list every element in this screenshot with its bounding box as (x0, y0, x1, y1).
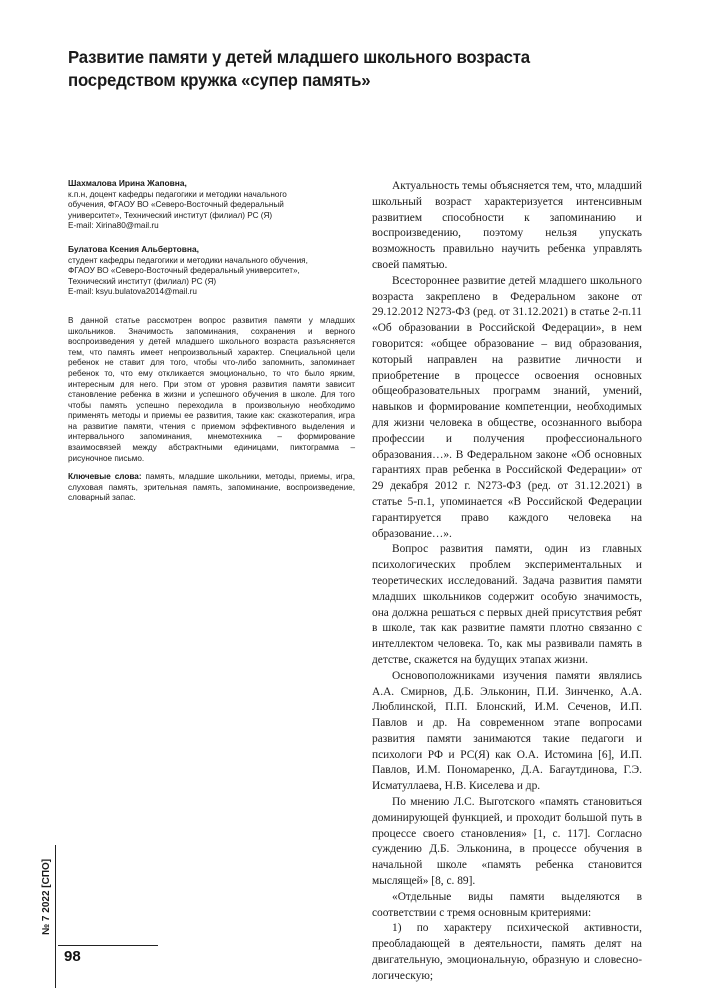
author-affiliation-line: Технический институт (филиал) РС (Я) (68, 276, 217, 286)
body-paragraph: Основоположниками изучения памяти являлись А.А. Смирнов, Д.Б. Эльконин, П.И. Зинченко, А.А. Люблинской, П.П. Блонский, И.М. Сеченов, И.П. Павлов и др. На современном этапе вопросами развития памяти занимаются такие педагоги и психологи РФ и РС(Я) как О.А. Истомина [6], И.П. Павлов, И.М. Пономаренко, Д.А. Багаутдинова, Г.Э. Исматуллаева, Н.В. Киселева и др. (372, 669, 642, 793)
abstract: В данной статье рассмотрен вопрос развития памяти у младших школьников. Значимость запоминания, сохранения и верного воспроизведения у детей младшего школьного возраста разъясняется тем, что память имеет непроизвольный характер. Специальной цели ребенок не ставит для того, чтобы что-либо запомнить, запоминает ребенок то, что ему откликается эмоционально, то что было ярким, интересным для него. При этом от уровня развития памяти зависит становление ребенка в жизни и успешного обучения в школе. Для того чтобы память успешно переходила в произвольную необходимо применять методы и приемы ее развития, такие как: сказкотерапия, игра на развитие памяти, чтения с приемом эффективного выделения и интервального запоминания, мнемотехника – формирование взаимосвязей между абстрактными единицами, пиктограмма – рисуночное письмо. (68, 315, 355, 463)
keywords-label: Ключевые слова: (68, 472, 142, 482)
body-paragraph: Вопрос развития памяти, один из главных психологических проблем экспериментальных и теоретических исследований. Задача развития памяти младших школьников содержит особую значимость, она должна решаться с первых дней присутствия ребят в школе, так как развитие памяти плотно связанно с интеллектом человека. То, как мы развивали память в детстве, скажется на будущих этапах жизни. (372, 543, 642, 666)
author-affiliation-line: ФГАОУ ВО «Северо-Восточный федеральный университет», (68, 266, 300, 276)
body-paragraph: Актуальность темы объясняется тем, что, младший школьный возраст характеризуется интенсивным развитием способности к запоминанию и воспроизведению, поэтому нельзя упускать возможность правильно научить ребенка управлять своей памятью. (372, 180, 642, 271)
margin-rule-horizontal (58, 945, 158, 946)
body-paragraph: Всестороннее развитие детей младшего школьного возраста закреплено в Федеральном законе от 29.12.2012 N273-ФЗ (ред. от 31.12.2021) в статье 2-п.11 «Об образовании в Российской Федерации», в нем говорится: «общее образование – вид образования, который направлен на развитие личности и приобретение в процессе освоения основных общеобразовательных программ знаний, умений, навыков и формирование компетенции, необходимых для жизни человека в обществе, осознанного выбора профессии и получения профессионального образования…». В Федеральном законе «Об основных гарантиях прав ребенка в Российской Федерации» от 29 декабря 2012 г. N273-ФЗ (ред. от 31.12.2021) в статье 5-п.1, упоминается «В Российской Федерации гарантируется право каждого человека на образование…». (372, 274, 642, 540)
author-block-2 (68, 244, 355, 298)
author-email: E-mail: ksyu.bulatova2014@mail.ru (68, 287, 197, 297)
page-number: 98 (64, 948, 81, 965)
margin-rule-vertical (55, 845, 56, 988)
body-paragraph: По мнению Л.С. Выготского «память становиться доминирующей функцией, и проходит большой путь в процессе своего становления» [1, с. 117]. Согласно суждению Д.Б. Эльконина, в процессе обучения в начальной школе «память ребенка становится мыслящей» [8, с. 89]. (372, 796, 642, 888)
author-name: Булатова Ксения Альбертовна, (68, 243, 199, 254)
author-name: Шахмалова Ирина Жаповна, (68, 178, 187, 188)
author-email: E-mail: Xirina80@mail.ru (68, 221, 159, 231)
author-affiliation-line: обучения, ФГАОУ ВО «Северо-Восточный федеральный (68, 200, 284, 210)
body-paragraph: «Отдельные виды памяти выделяются в соответствии с тремя основным критериями: (372, 890, 642, 919)
author-block-1 (68, 178, 355, 232)
keywords-text: память, младшие школьники, методы, приемы, игра, слуховая память, зрительная память, запоминание, воспроизведение, словарный запас. (68, 472, 355, 503)
left-column (68, 178, 355, 504)
body-text (372, 179, 642, 985)
article-title: Развитие памяти у детей младшего школьного возраста посредством кружка «супер память» (68, 47, 530, 90)
body-paragraph: 1) по характеру психической активности, преобладающей в деятельности, память делят на двигательную, эмоциональную, образную и словесно-логическую; (372, 922, 642, 982)
author-affiliation-line: к.п.н, доцент кафедры педагогики и методики начального (68, 189, 287, 199)
issue-label: № 7 2022 [СПО] (41, 858, 52, 935)
author-affiliation-line: студент кафедры педагогики и методики начального обучения, (68, 255, 308, 265)
author-affiliation-line: университет», Технический институт (филиал) РС (Я) (68, 210, 273, 220)
keywords (68, 472, 355, 504)
